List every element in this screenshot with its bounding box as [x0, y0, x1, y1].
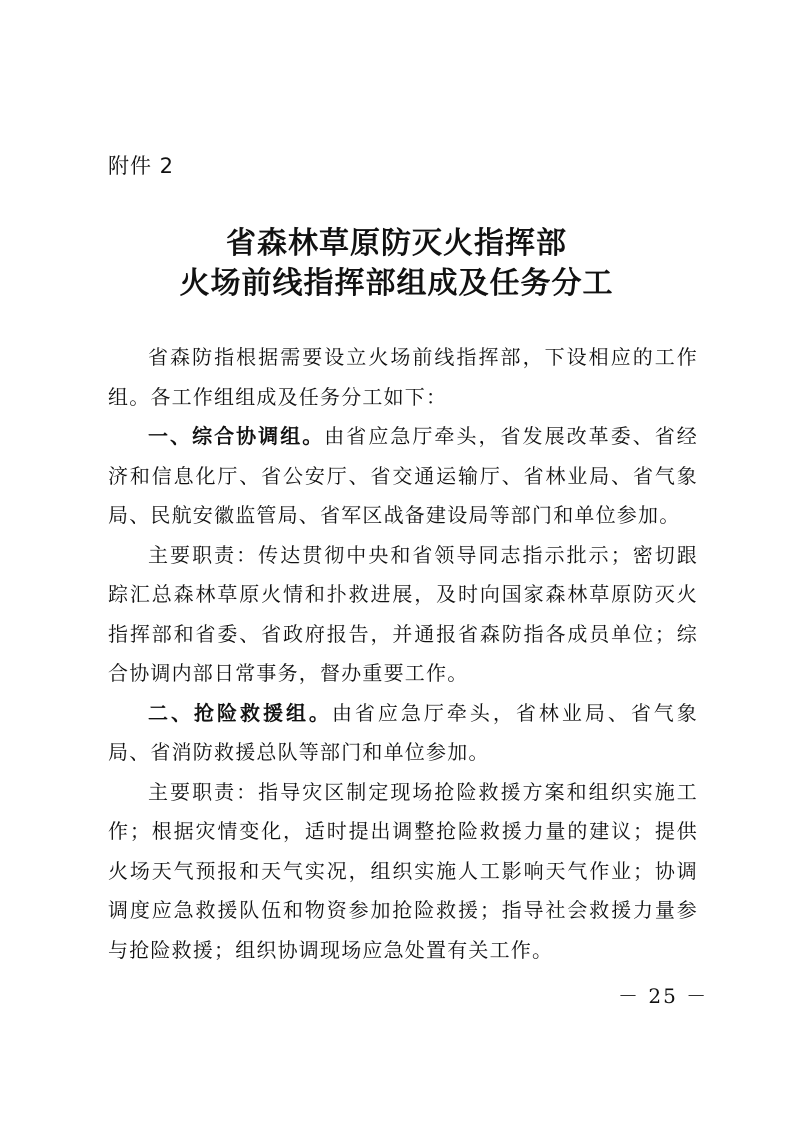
section-1-composition	[108, 417, 698, 536]
section-2-composition	[108, 694, 698, 773]
section-1-duties: 主要职责：传达贯彻中央和省领导同志指示批示；密切跟踪汇总森林草原火情和扑救进展，及时向国家森林草原防灭火指挥部和省委、省政府报告，并通报省森防指各成员单位；综合协调内部日常事务，督办重要工作。	[108, 542, 698, 685]
document-body	[108, 338, 698, 970]
section-2-heading: 二、抢险救援组。	[148, 700, 332, 725]
document-title-line-1: 省森林草原防灭火指挥部	[226, 226, 567, 261]
document-title-line-2: 火场前线指挥部组成及任务分工	[179, 266, 614, 301]
section-2-composition-text: 由省应急厅牵头，省林业局、省气象局、省消防救援总队等部门和单位参加。	[108, 700, 698, 764]
section-1-composition-text: 由省应急厅牵头，省发展改革委、省经济和信息化厅、省公安厅、省交通运输厅、省林业局、省气象局、民航安徽监管局、省军区战备建设局等部门和单位参加。	[108, 424, 698, 527]
section-1-heading: 一、综合协调组。	[148, 424, 325, 448]
section-2-duties: 主要职责：指导灾区制定现场抢险救援方案和组织实施工作；根据灾情变化，适时提出调整抢险救援力量的建议；提供火场天气预报和天气实况，组织实施人工影响天气作业；协调调度应急救援队伍和物资参加抢险救援；指导社会救援力量参与抢险救援；组织协调现场应急处置有关工作。	[108, 779, 698, 962]
attachment-label: 附件 2	[108, 154, 175, 178]
page-number: － 25 －	[618, 984, 709, 1008]
intro-paragraph: 省森防指根据需要设立火场前线指挥部，下设相应的工作组。各工作组组成及任务分工如下：	[108, 345, 698, 409]
